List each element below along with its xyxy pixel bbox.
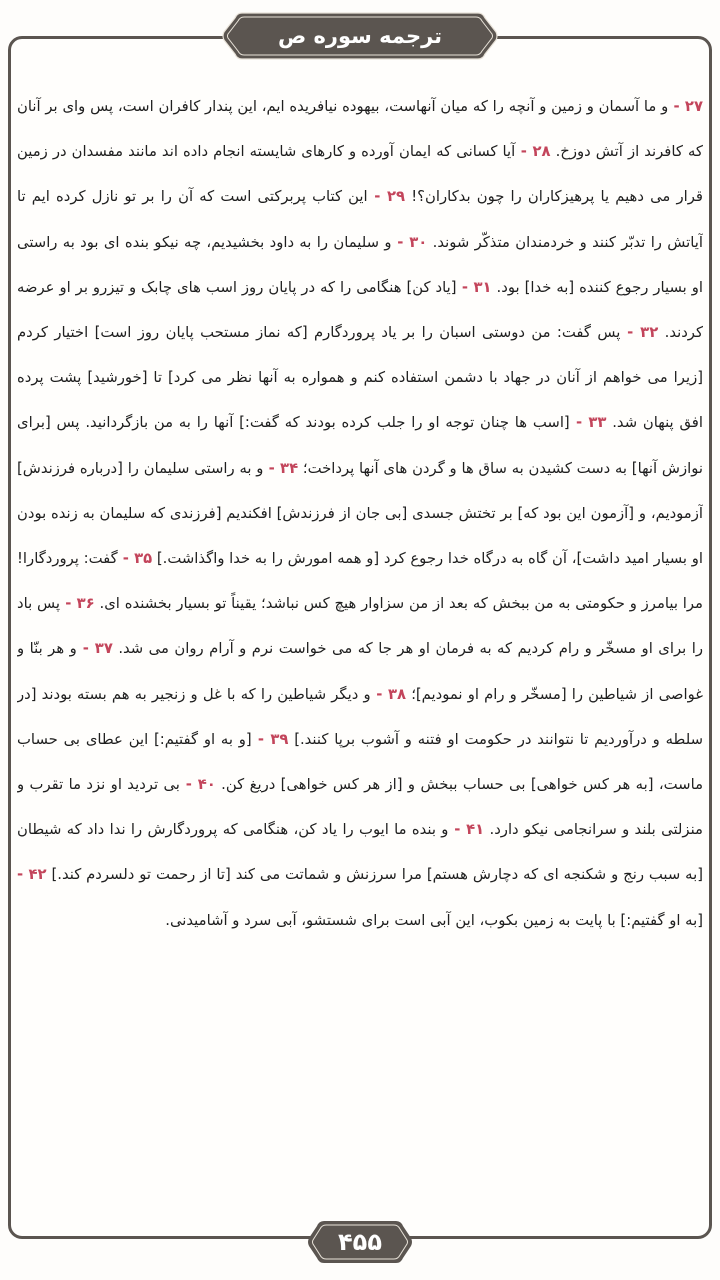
verse-text: و سلیمان را به داود بخشیدیم، چه نیکو بنده ای بود به راستی او بسیار رجوع کننده [به خدا] بود. [17,233,703,296]
verse-number: ۲۹ - [367,188,406,206]
verse-text: آیا کسانی که ایمان آورده و کارهای شایسته انجام داده اند مانند مفسدان در زمین قرار می دهیم یا پرهیزکاران را چون بدکاران؟! [17,143,703,206]
verse-number: ۳۸ - [370,685,407,703]
verse-number: ۴۱ - [448,821,485,839]
verse-text: این کتاب پربرکتی است که آن را بر تو نازل کرده ایم تا آیاتش را تدبّر کنند و خردمندان متذکّر شوند. [17,188,703,251]
page-number-tab [306,1219,414,1265]
verse-text: پس باد را برای او مسخّر و رام کردیم که به فرمان او هر جا که می خواست نرم و آرام روان می شد. [17,595,703,658]
page-title: ترجمه سوره ص [277,24,443,48]
verse-text: بی تردید او نزد ما تقرب و منزلتی بلند و سرانجامی نیکو دارد. [17,776,703,839]
verse-number: ۴۲ - [17,866,47,884]
verse-text: [و به او گفتیم:] این عطای بی حساب ماست، [به هر کس خواهی] بی حساب ببخش و [از هر کس خواهی] دریغ کن. [17,730,703,794]
verse-number: ۳۷ - [76,640,113,658]
verse-number: ۳۳ - [569,414,607,432]
verse-number: ۳۶ - [60,595,95,613]
verse-number: ۳۴ - [263,459,299,477]
translation-paragraph [17,84,703,943]
verse-number: ۴۰ - [179,776,216,794]
verse-number: ۳۵ - [117,550,153,568]
verse-number: ۳۱ - [456,278,492,296]
translation-text [17,84,703,1214]
title-plaque [220,10,500,62]
verse-text: [به او گفتیم:] با پایت به زمین بکوب، این آبی است برای شستشو، آبی سرد و آشامیدنی. [165,911,703,929]
verse-text: [یاد کن] هنگامی را که در پایان روز اسب های چابک و تیزرو بر او عرضه کردند. [17,278,703,342]
page-number: ۴۵۵ [338,1228,382,1256]
verse-text: و بنده ما ایوب را یاد کن، هنگامی که پروردگارش را ندا داد که شیطان [به سبب رنج و شکنجه ای که دچارش هستم] مرا سرزنش و شماتت می کند [تا از رحمت تو دلسردم کند.] [17,821,703,884]
verse-number: ۲۸ - [515,143,551,161]
verse-number: ۳۰ - [391,233,428,251]
verse-number: ۳۲ - [620,324,659,342]
verse-text: و هر بنّا و غواصی از شیاطین را [مسخّر و رام او نمودیم]؛ [17,640,703,703]
verse-text: و دیگر شیاطین را که با غل و زنجیر به هم بسته بودند [در سلطه و درآوردیم تا نتوانند در حکومت او فتنه و آشوب برپا کنند.] [17,685,703,748]
verse-text: گفت: پروردگارا! مرا بیامرز و حکومتی به من ببخش که بعد از من سزاوار هیچ کس نباشد؛ یقیناً تو بسیار بخشنده ای. [17,550,703,613]
verse-text: [اسب ها چنان توجه او را جلب کرده بودند که گفت:] آنها را به من بازگردانید. پس [برای نوازش آنها] به دست کشیدن به ساق ها و گردن های آنها پرداخت؛ [17,414,703,477]
verse-text: و به راستی سلیمان را [درباره فرزندش] آزمودیم، و [آزمون این بود که] بر تختش جسدی [بی جان از فرزندش] افکندیم [فرزندی که سلیمان به زنده بودن او بسیار امید داشت]، آن گاه به درگاه خدا رجوع کرد [و همه امورش را به خدا واگذاشت.] [17,459,703,568]
verse-number: ۳۹ - [251,730,289,748]
verse-number: ۲۷ - [668,98,703,115]
verse-text: پس گفت: من دوستی اسبان را بر یاد پروردگارم [که نماز مستحب پایان روز است] اختیار کردم [زیرا می خواهم از آنان در جهاد با دشمن استفاده کنم و همواره به آنها نظر می کرد] تا [خورشید] پشت پرده افق پنهان شد. [17,324,703,432]
verse-text: و ما آسمان و زمین و آنچه را که میان آنهاست، بیهوده نیافریده ایم، این پندار کافران است، پس وای بر آنان که کافرند از آتش دوزخ. [17,98,703,161]
